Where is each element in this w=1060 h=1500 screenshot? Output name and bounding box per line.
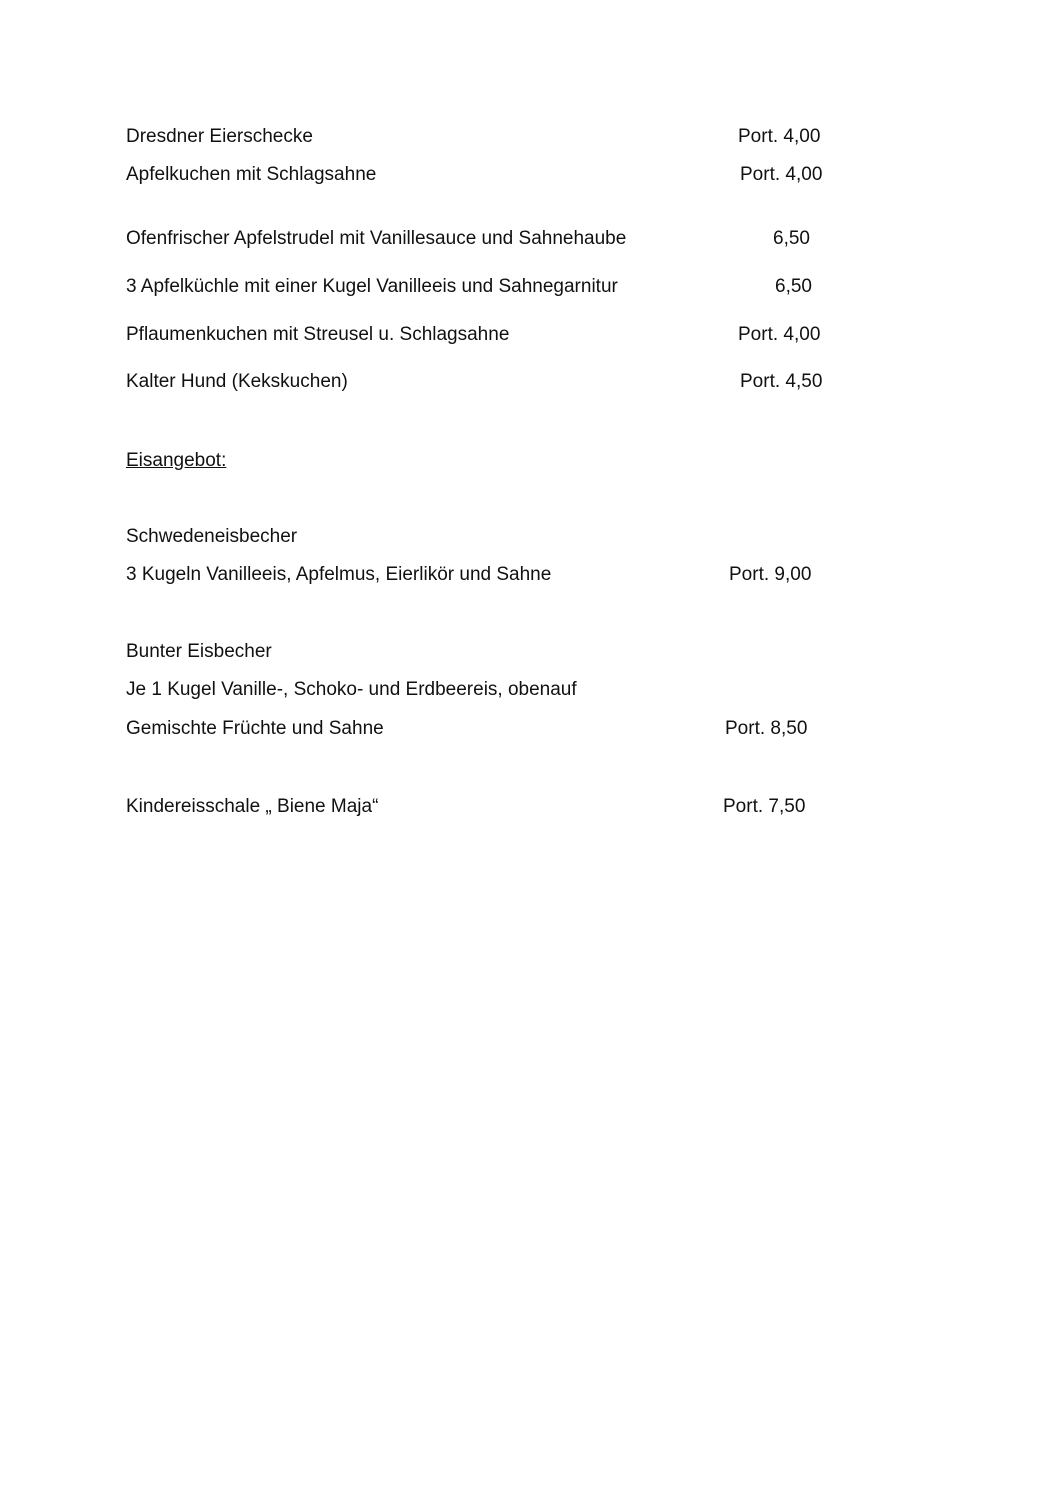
menu-item-name: Schwedeneisbecher (126, 526, 298, 547)
menu-item-description: Je 1 Kugel Vanille-, Schoko- und Erdbeereis, obenauf (126, 679, 577, 700)
menu-item-name: Ofenfrischer Apfelstrudel mit Vanillesauce und Sahnehaube (126, 228, 627, 249)
menu-item-name: Apfelkuchen mit Schlagsahne (126, 164, 377, 185)
menu-item-name: Kindereisschale „ Biene Maja“ (126, 796, 379, 817)
menu-item-price: 6,50 (775, 276, 812, 297)
menu-item-name: 3 Apfelküchle mit einer Kugel Vanilleeis und Sahnegarnitur (126, 276, 618, 297)
menu-item-description: 3 Kugeln Vanilleeis, Apfelmus, Eierlikör und Sahne (126, 564, 552, 585)
menu-item-name: Pflaumenkuchen mit Streusel u. Schlagsahne (126, 324, 510, 345)
menu-item-price: Port. 4,00 (738, 324, 821, 345)
menu-item-price: Port. 4,00 (738, 126, 821, 147)
menu-item-price: 6,50 (773, 228, 810, 249)
menu-item-description: Gemischte Früchte und Sahne (126, 718, 384, 739)
menu-item-price: Port. 8,50 (725, 718, 808, 739)
menu-item-price: Port. 7,50 (723, 796, 806, 817)
menu-item-name: Kalter Hund (Kekskuchen) (126, 371, 348, 392)
menu-item-price: Port. 4,50 (740, 371, 823, 392)
menu-item-name: Bunter Eisbecher (126, 641, 272, 662)
section-heading: Eisangebot: (126, 450, 227, 471)
menu-item-price: Port. 9,00 (729, 564, 812, 585)
menu-item-price: Port. 4,00 (740, 164, 823, 185)
menu-item-name: Dresdner Eierschecke (126, 126, 313, 147)
